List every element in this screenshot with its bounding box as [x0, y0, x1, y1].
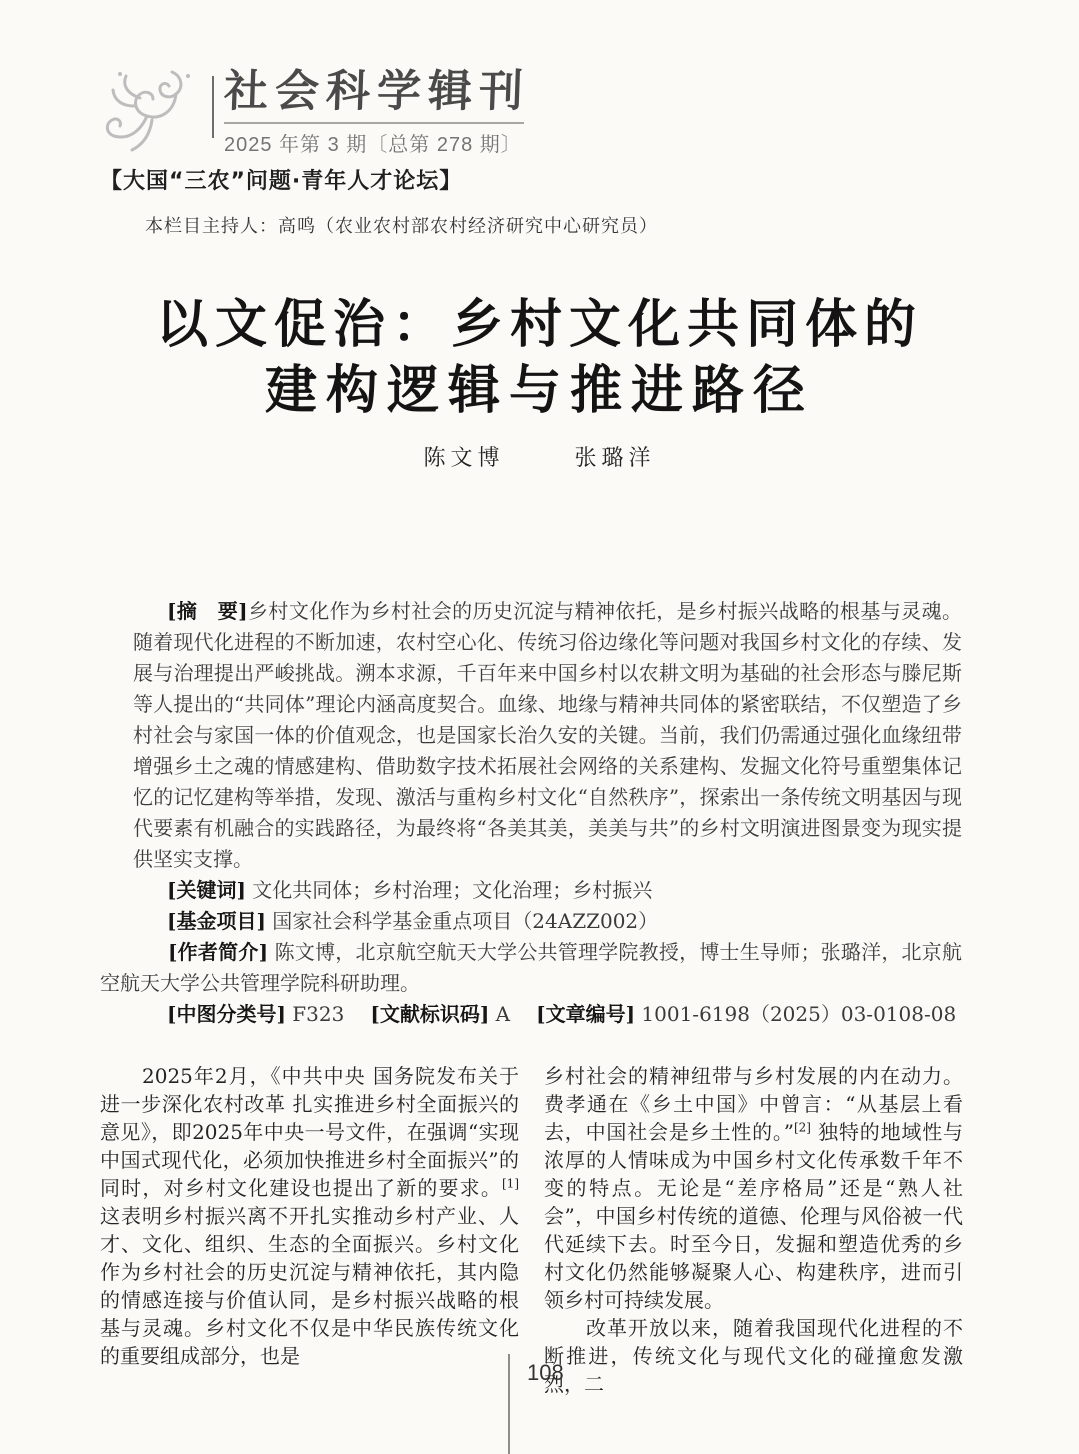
article-title-line2: 建构逻辑与推进路径 — [264, 360, 814, 421]
body-paragraph — [544, 1314, 963, 1398]
footnote-reference: [2] — [793, 1120, 811, 1135]
author-bio-text: 陈文博，北京航空航天大学公共管理学院教授，博士生导师；张璐洋，北京航空航天大学公共管理学院科研助理。 — [100, 940, 963, 995]
authors-line — [0, 441, 1079, 472]
column-host-line: 本栏目主持人：高鸣（农业农村部农村经济研究中心研究员） — [145, 216, 658, 237]
article-id-value: 1001-6198（2025）03-0108-08 — [641, 1002, 957, 1026]
masthead-divider — [212, 76, 214, 138]
body-column-left — [100, 1062, 519, 1370]
keywords-line — [133, 875, 962, 906]
fund-line — [133, 906, 962, 937]
author-bio-paragraph — [100, 937, 962, 999]
phoenix-logo-icon — [100, 64, 204, 162]
keywords-label: [关键词] — [167, 878, 246, 902]
doc-code-label: [文献标识码] — [370, 1002, 490, 1026]
doc-code-value: A — [495, 1002, 511, 1026]
journal-name: 社会科学辑刊 — [223, 66, 531, 117]
body-text-segment: 2025年2月，《中共中央 国务院发布关于进一步深化农村改革 扎实推进乡村全面振兴的意见》，即2025年中央一号文件，在强调“实现中国式现代化，必须加快推进乡村全面振兴”的同时，对乡村文化建设也提出了新的要求。 — [100, 1064, 519, 1200]
footer-divider — [508, 1354, 510, 1454]
section-header: 【大国“三农”问题·青年人才论坛】 — [100, 169, 463, 194]
article-title-line1: 以文促治：乡村文化共同体的 — [155, 294, 923, 355]
keywords-text: 文化共同体；乡村治理；文化治理；乡村振兴 — [252, 878, 653, 902]
footnote-reference: [1] — [502, 1176, 519, 1191]
issue-info: 2025 年第 3 期〔总第 278 期〕 — [224, 134, 522, 157]
clc-value: F323 — [292, 1002, 345, 1026]
masthead — [100, 64, 530, 162]
article-id-label: [文章编号] — [536, 1002, 636, 1026]
fund-text: 国家社会科学基金重点项目（24AZZ002） — [272, 909, 659, 933]
front-matter — [100, 596, 962, 1030]
clc-label: [中图分类号] — [167, 1002, 286, 1026]
body-text-segment: 乡村社会的精神纽带与乡村发展的内在动力。费孝通在《乡土中国》中曾言：“从基层上看去，中国社会是乡土性的。” — [544, 1064, 963, 1144]
fund-label: [基金项目] — [167, 909, 266, 933]
abstract-paragraph — [133, 596, 962, 875]
author-name: 陈文博 — [423, 446, 505, 471]
abstract-text: 乡村文化作为乡村社会的历史沉淀与精神依托，是乡村振兴战略的根基与灵魂。随着现代化进程的不断加速，农村空心化、传统习俗边缘化等问题对我国乡村文化的存续、发展与治理提出严峻挑战。溯本求源，千百年来中国乡村以农耕文明为基础的社会形态与滕尼斯等人提出的“共同体”理论内涵高度契合。血缘、地缘与精神共同体的紧密联结，不仅塑造了乡村社会与家国一体的价值观念，也是国家长治久安的关键。当前，我们仍需通过强化血缘纽带增强乡土之魂的情感建构、借助数字技术拓展社会网络的关系建构、发掘文化符号重塑集体记忆的记忆建构等举措，发现、激活与重构乡村文化“自然秩序”，探索出一条传统文明基因与现代要素有机融合的实践路径，为最终将“各美其美，美美与共”的乡村文明演进图景变为现实提供坚实支撑。 — [133, 599, 962, 871]
journal-rule — [224, 122, 524, 124]
author-name: 张璐洋 — [574, 446, 656, 471]
abstract-label: [摘 要] — [167, 599, 248, 623]
body-paragraph — [544, 1062, 963, 1314]
body-text-segment: 改革开放以来，随着我国现代化进程的不断推进，传统文化与现代文化的碰撞愈发激烈，二 — [544, 1316, 963, 1396]
body-column-right — [544, 1062, 963, 1398]
body-text-segment: 独特的地域性与浓厚的人情味成为中国乡村文化传承数千年不变的特点。无论是“差序格局”还是“熟人社会”，中国乡村传统的道德、伦理与风俗被一代代延续下去。时至今日，发掘和塑造优秀的乡村文化仍然能够凝聚人心、构建秩序，进而引领乡村可持续发展。 — [544, 1120, 964, 1312]
body-text-segment: 这表明乡村振兴离不开扎实推动乡村产业、人才、文化、组织、生态的全面振兴。乡村文化作为乡村社会的历史沉淀与精神依托，其内隐的情感连接与价值认同，是乡村振兴战略的根基与灵魂。乡村文化不仅是中华民族传统文化的重要组成部分，也是 — [100, 1204, 519, 1368]
classification-line — [133, 999, 962, 1030]
page-number: 108 — [527, 1360, 564, 1385]
body-paragraph — [100, 1062, 519, 1370]
author-bio-label: [作者简介] — [168, 940, 269, 964]
